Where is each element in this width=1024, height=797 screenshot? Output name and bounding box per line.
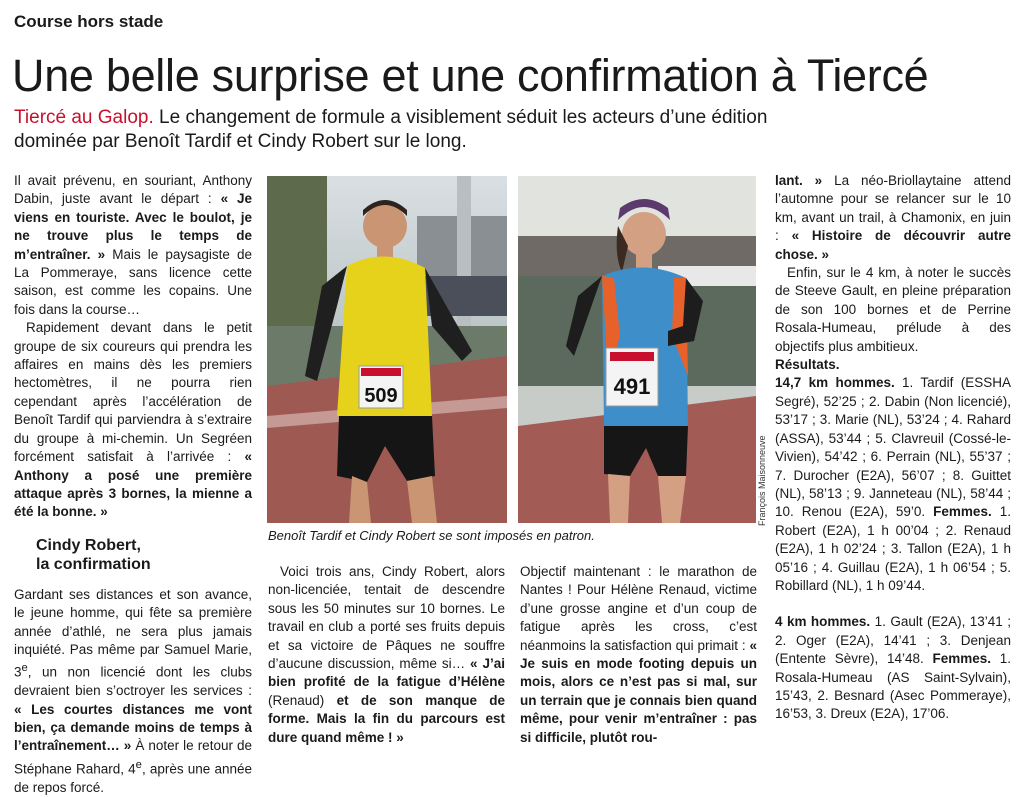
text: , après une année de repos forcé. bbox=[14, 761, 253, 795]
text: 1. Gault (E2A), 13’41 ; 2. Oger (E2A), 14’41 ; 3. Denjean (Entente Sèvre), 14’48. bbox=[775, 614, 1011, 667]
paragraph bbox=[520, 563, 757, 747]
quote: « Anthony a posé une première attaque après 3 bornes, la mienne a été la bonne. » bbox=[14, 449, 252, 520]
text: Mais le paysagiste de La Pommeraye, sans licence cette saison, est comme les copains. Une fois dans la course… bbox=[14, 246, 252, 317]
photo-cindy-robert bbox=[518, 176, 756, 523]
bib-number-491: 491 bbox=[613, 374, 651, 399]
text: Rapidement devant dans le petit groupe de six coureurs qui prendra les affaires en mains dès les premiers hectomètres, il ne pourra rien cependant après l’accélération de Benoît Tardif qui parviendra à s’extraire du groupe à mi-chemin. Un Segréen forcément satisfait à l’arrivée : bbox=[14, 320, 252, 465]
paragraph bbox=[14, 319, 252, 521]
text: Gardant ses distances et son avance, le jeune homme, qui fête sa première année d’athlé, ne sera plus jamais inquiété. Pas même par Samuel Marie, 3 bbox=[14, 586, 252, 680]
results-14-7km bbox=[775, 374, 1011, 595]
results-heading: Femmes. bbox=[932, 651, 992, 667]
results-heading: Femmes. bbox=[933, 504, 992, 520]
subheading bbox=[36, 536, 252, 574]
results-heading: 14,7 km hommes. bbox=[775, 375, 895, 391]
subheading-line-2: la confirmation bbox=[36, 555, 151, 573]
quote: « Les courtes distances me vont bien, ça demande moins de temps à l’entraînement… » bbox=[14, 701, 252, 754]
chapo bbox=[14, 106, 774, 154]
article-column-2 bbox=[268, 563, 505, 747]
photo-benoit-tardif bbox=[267, 176, 507, 523]
article-column-3 bbox=[520, 563, 757, 747]
photo-credit bbox=[757, 430, 769, 530]
text: 1. Rosala-Humeau (AS Saint-Sylvain), 15’43, 2. Besnard (Asec Pommeraye), 16’53, 3. Dreux (E2A), 17’06. bbox=[775, 651, 1011, 722]
article-column-1 bbox=[14, 172, 252, 797]
paragraph bbox=[14, 172, 252, 319]
quote: « J’ai bien profité de la fatigue d’Hélène bbox=[268, 656, 505, 690]
bib-number-509: 509 bbox=[364, 385, 398, 407]
article-column-4 bbox=[775, 172, 1011, 724]
text: , un non licencié dont les clubs devraient bien s’octroyer les services : bbox=[14, 664, 252, 699]
paragraph bbox=[268, 563, 505, 747]
text: 1. Tardif (ESSHA Segré), 52’25 ; 2. Dabin (Non licencié), 53’17 ; 3. Marie (NL), 53’24 ; 4. Rahard (ASSA), 53’44 ; 5. Clavreuil (Cossé-le-Vivien), 54’42 ; 6. Perrain (NL), 55’37 ; 7. Durocher (E2A), 56’07 ; 8. Guittet (NL), 58’13 ; 9. Janneteau (NL), 58’44 ; 10. Renou (E2A), 59’0. bbox=[775, 375, 1011, 520]
results-heading: 4 km hommes. bbox=[775, 614, 871, 630]
text: Voici trois ans, Cindy Robert, alors non-licenciée, tentait de descendre sous les 50 minutes sur 10 bornes. Le travail en club a porté ses fruits depuis et sa victoire de Pâques ne souffre d’aucune discussion, même si… bbox=[268, 564, 505, 672]
photo-credit-text: François Maisonneuve bbox=[757, 435, 767, 526]
text: À noter le retour de Stéphane Rahard, 4 bbox=[14, 738, 252, 777]
chapo-lead: Tiercé au Galop. bbox=[14, 107, 154, 128]
results-title: Résultats. bbox=[775, 357, 840, 373]
photo-caption: Benoît Tardif et Cindy Robert se sont imposés en patron. bbox=[268, 528, 595, 543]
text: La néo-Briollaytaine attend l’automne pour se relancer sur le 10 km, avant un trail, à Chamonix, en juin : bbox=[775, 173, 1011, 244]
subheading-line-1: Cindy Robert, bbox=[36, 536, 141, 554]
quote: « Je viens en touriste. Avec le boulot, je ne trouve plus le temps de m’entraîner. » bbox=[14, 191, 252, 262]
superscript: e bbox=[21, 662, 28, 675]
quote: lant. » bbox=[775, 173, 823, 188]
quote: « Je suis en mode footing depuis un mois, alors ce n’est pas si mal, sur un terrain que je connais bien quand même, pour venir m’entraîner : pas si difficile, plutôt rou- bbox=[520, 637, 757, 745]
paragraph bbox=[14, 586, 252, 797]
paragraph bbox=[775, 172, 1011, 264]
quote: « Histoire de découvrir autre chose. » bbox=[775, 228, 1011, 262]
text: Objectif maintenant : le marathon de Nantes ! Pour Hélène Renaud, victime d’une grosse angine et d’un coup de fatigue après les cross, c’est néanmoins la satisfaction qui primait : bbox=[520, 564, 757, 653]
rubric: Course hors stade bbox=[14, 12, 164, 31]
headline: Une belle surprise et une confirmation à Tiercé bbox=[12, 50, 929, 101]
quote: et de son manque de forme. Mais la fin du parcours est dure quand même ! » bbox=[268, 692, 505, 745]
text: Il avait prévenu, en souriant, Anthony Dabin, juste avant le départ : bbox=[14, 173, 252, 207]
text: (Renaud) bbox=[268, 692, 337, 708]
superscript: e bbox=[135, 758, 142, 771]
paragraph: Enfin, sur le 4 km, à noter le succès de Steeve Gault, en pleine préparation de son 100 bornes et de Perrine Rosala-Humeau, prélude à des objectifs plus ambitieux. bbox=[775, 265, 1011, 354]
text: 1. Robert (E2A), 1 h 00’04 ; 2. Renaud (E2A), 1 h 02’24 ; 3. Tallon (E2A), 1 h 05’16 ; 4. Guillau (E2A), 1 h 06’54 ; 5. Robillard (NL), 1 h 09’44. bbox=[775, 504, 1011, 593]
chapo-text: Le changement de formule a visiblement séduit les acteurs d’une édition dominée par Benoît Tardif et Cindy Robert sur le long. bbox=[14, 107, 768, 152]
results-4km bbox=[775, 613, 1011, 723]
